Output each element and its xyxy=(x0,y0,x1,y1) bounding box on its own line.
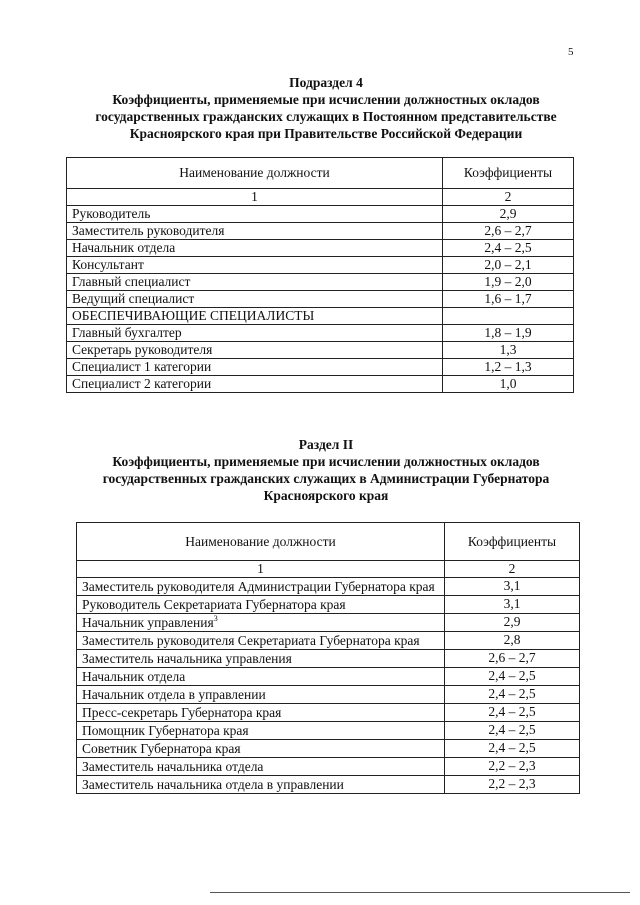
position-name-text: Руководитель Секретариата Губернатора края xyxy=(82,597,346,612)
position-name-text: Специалист 2 категории xyxy=(72,376,212,391)
position-name-text: Руководитель xyxy=(72,206,151,221)
column-header-name: Наименование должности xyxy=(77,523,445,561)
column-header-name: Наименование должности xyxy=(67,158,443,189)
position-name xyxy=(67,308,443,325)
coefficient-value: 2,0 – 2,1 xyxy=(443,257,574,274)
subsection-title-line: государственных гражданских служащих в Постоянном представительстве xyxy=(95,109,557,124)
table-row xyxy=(77,704,580,722)
table-header-row xyxy=(67,158,574,189)
coefficient-value: 2,4 – 2,5 xyxy=(445,686,580,704)
section-table xyxy=(76,522,580,794)
position-name-text: Начальник отдела xyxy=(82,669,186,684)
position-name-text: Заместитель начальника отдела xyxy=(82,759,264,774)
coefficient-value: 1,9 – 2,0 xyxy=(443,274,574,291)
position-name-text: Заместитель руководителя xyxy=(72,223,225,238)
table-row xyxy=(67,274,574,291)
bottom-rule xyxy=(210,892,630,893)
table-row xyxy=(77,776,580,794)
position-name-text: Советник Губернатора края xyxy=(82,741,241,756)
table-row xyxy=(67,359,574,376)
table-row xyxy=(77,686,580,704)
column-header-coef: Коэффициенты xyxy=(443,158,574,189)
column-number-row xyxy=(77,561,580,578)
coefficient-value: 1,8 – 1,9 xyxy=(443,325,574,342)
position-name-text: Начальник отдела в управлении xyxy=(82,687,266,702)
position-name-text: Начальник отдела xyxy=(72,240,176,255)
coefficient-value: 2,4 – 2,5 xyxy=(445,740,580,758)
coefficient-value: 2,9 xyxy=(443,206,574,223)
position-name-text: Консультант xyxy=(72,257,144,272)
table-row xyxy=(67,206,574,223)
coefficient-value: 3,1 xyxy=(445,596,580,614)
coefficient-value: 2,2 – 2,3 xyxy=(445,776,580,794)
position-name xyxy=(67,376,443,393)
position-name-text: Начальник управления xyxy=(82,615,214,630)
subsection-title-line: Красноярского края при Правительстве Российской Федерации xyxy=(129,126,523,141)
table-row xyxy=(77,722,580,740)
position-name-text: Главный специалист xyxy=(72,274,191,289)
table-row xyxy=(67,342,574,359)
coefficient-value: 1,2 – 1,3 xyxy=(443,359,574,376)
column-number: 1 xyxy=(77,561,445,578)
position-name-text: Секретарь руководителя xyxy=(72,342,213,357)
position-name xyxy=(77,614,445,632)
column-number: 2 xyxy=(443,189,574,206)
section-title-line: государственных гражданских служащих в Администрации Губернатора xyxy=(102,471,550,486)
position-name xyxy=(67,240,443,257)
subsection-label: Подраздел 4 xyxy=(289,75,363,90)
coefficient-value: 2,6 – 2,7 xyxy=(445,650,580,668)
column-number-row xyxy=(67,189,574,206)
table-row xyxy=(77,578,580,596)
position-name xyxy=(77,650,445,668)
position-name-text: Пресс-секретарь Губернатора края xyxy=(82,705,282,720)
position-name xyxy=(67,325,443,342)
table-header-row xyxy=(77,523,580,561)
table-row xyxy=(67,291,574,308)
subsection-table xyxy=(66,157,574,393)
table-row xyxy=(67,257,574,274)
position-name xyxy=(67,257,443,274)
table-row xyxy=(77,740,580,758)
position-name-text: Специалист 1 категории xyxy=(72,359,212,374)
position-name xyxy=(77,596,445,614)
position-name xyxy=(77,686,445,704)
table-row xyxy=(77,632,580,650)
position-name-text: Заместитель руководителя Администрации Губернатора края xyxy=(82,579,435,594)
coefficient-value: 2,4 – 2,5 xyxy=(443,240,574,257)
section-label: Раздел II xyxy=(298,437,354,452)
subsection-title-line: Коэффициенты, применяемые при исчислении должностных окладов xyxy=(112,92,540,107)
table-row xyxy=(67,240,574,257)
coefficient-value: 2,4 – 2,5 xyxy=(445,668,580,686)
coefficient-value: 2,4 – 2,5 xyxy=(445,722,580,740)
section-title-line: Красноярского края xyxy=(263,488,389,503)
position-name xyxy=(77,704,445,722)
position-name xyxy=(77,740,445,758)
coefficient-value: 3,1 xyxy=(445,578,580,596)
position-name-text: ОБЕСПЕЧИВАЮЩИЕ СПЕЦИАЛИСТЫ xyxy=(72,308,315,323)
position-name xyxy=(77,722,445,740)
coefficient-value: 2,4 – 2,5 xyxy=(445,704,580,722)
position-name xyxy=(67,206,443,223)
table-row xyxy=(67,376,574,393)
position-name-text: Помощник Губернатора края xyxy=(82,723,249,738)
coefficient-value: 2,6 – 2,7 xyxy=(443,223,574,240)
column-header-coef: Коэффициенты xyxy=(445,523,580,561)
position-name-text: Главный бухгалтер xyxy=(72,325,182,340)
position-name xyxy=(67,291,443,308)
position-name xyxy=(67,359,443,376)
subsection-heading xyxy=(56,74,596,142)
table-row xyxy=(77,596,580,614)
footnote-marker: 3 xyxy=(213,614,218,623)
position-name xyxy=(67,342,443,359)
position-name xyxy=(77,632,445,650)
coefficient-value: 2,9 xyxy=(445,614,580,632)
table-row xyxy=(77,614,580,632)
table-row xyxy=(77,668,580,686)
coefficient-value: 2,2 – 2,3 xyxy=(445,758,580,776)
position-name xyxy=(67,223,443,240)
position-name-text: Ведущий специалист xyxy=(72,291,195,306)
table-row xyxy=(67,223,574,240)
position-name-text: Заместитель начальника отдела в управлении xyxy=(82,777,344,792)
position-name xyxy=(67,274,443,291)
section-table-body xyxy=(77,578,580,794)
column-number: 2 xyxy=(445,561,580,578)
section-title-line: Коэффициенты, применяемые при исчислении должностных окладов xyxy=(112,454,540,469)
coefficient-value: 1,3 xyxy=(443,342,574,359)
table-row xyxy=(67,308,574,325)
table-row xyxy=(67,325,574,342)
position-name xyxy=(77,776,445,794)
table-row xyxy=(77,758,580,776)
position-name-text: Заместитель начальника управления xyxy=(82,651,292,666)
page-number: 5 xyxy=(568,46,574,58)
position-name xyxy=(77,578,445,596)
column-number: 1 xyxy=(67,189,443,206)
table-row xyxy=(77,650,580,668)
position-name-text: Заместитель руководителя Секретариата Губернатора края xyxy=(82,633,420,648)
coefficient-value: 2,8 xyxy=(445,632,580,650)
section-heading xyxy=(56,436,596,504)
position-name xyxy=(77,668,445,686)
subsection-table-body xyxy=(67,206,574,393)
coefficient-value: 1,0 xyxy=(443,376,574,393)
coefficient-value: 1,6 – 1,7 xyxy=(443,291,574,308)
coefficient-value xyxy=(443,308,574,325)
position-name xyxy=(77,758,445,776)
